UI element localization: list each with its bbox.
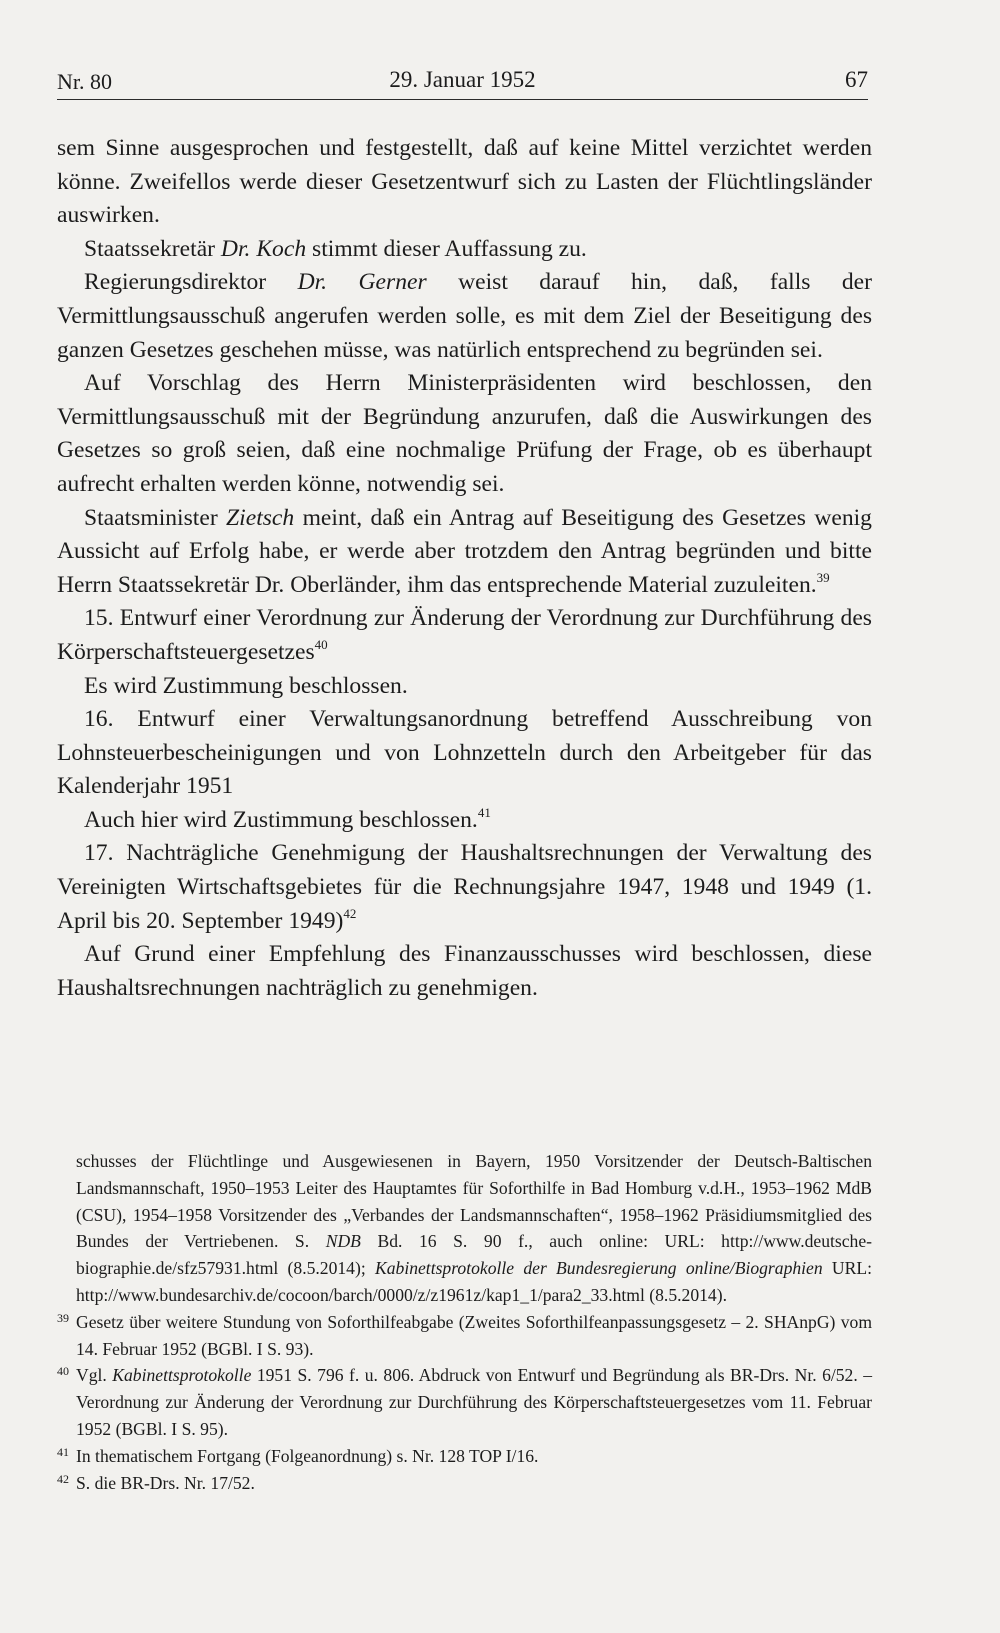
person-name: Dr. Gerner	[297, 269, 427, 296]
document-number: Nr. 80	[57, 69, 112, 94]
header-date: 29. Januar 1952	[389, 67, 536, 92]
person-name: Zietsch	[226, 504, 295, 531]
paragraph: Staatsminister Zietsch meint, daß ein Antrag auf Beseitigung des Gesetzes wenig Aussicht auf Erfolg habe, er werde aber trotzdem den Antrag begründen und bitte Herrn Staatssekretär Dr. Oberländer, ihm das entsprechende Material zuzuleiten.$^{39}$	[57, 504, 872, 598]
paragraph: Regierungsdirektor Dr. Gerner weist darauf hin, daß, falls der Vermittlungsausschuß angerufen werden solle, es mit dem Ziel der Beseitigung des ganzen Gesetzes geschehen müsse, was natürlich entsprechend zu begründen sei.	[57, 269, 872, 363]
footnote-continued: schusses der Flüchtlinge und Ausgewiesenen in Bayern, 1950 Vorsitzender der Deutsch-Baltischen Landsmannschaft, 1950–1953 Leiter des Hauptamtes für Soforthilfe in Bad Homburg v.d.H., 1953–1962 MdB (CSU), 1954–1958 Vorsitzender des „Verbandes der Landsmannschaften“, 1958–1962 Präsidiumsmitglied des Bundes der Vertriebenen. S. NDB Bd. 16 S. 90 f., auch online: URL: http://www.deutsche-biographie.de/sfz57931.html (8.5.2014); Kabinettsprotokolle der Bundesregierung online/Biographien URL: http://www.bundesarchiv.de/cocoon/barch/0000/z/z1961z/kap1_1/para2_33.html (8.5.2014).	[76, 1151, 873, 1305]
paragraph: sem Sinne ausgesprochen und festgestellt, daß auf keine Mittel verzichtet werden könne. Zweifellos werde dieser Gesetzentwurf sich zu Lasten der Flüchtlingsländer auswirken.	[57, 135, 872, 229]
footnote-ref[interactable]: 39	[816, 569, 830, 585]
footnote-number: 42	[57, 1471, 69, 1486]
agenda-item-title: 16. Entwurf einer Verwaltungsanordnung betreffend Ausschreibung von Lohnsteuerbescheinigungen und von Lohnzetteln durch den Arbeitgeber für das Kalenderjahr 1951	[57, 706, 872, 800]
page-number: 67	[845, 67, 868, 92]
footnote-number: 39	[57, 1310, 69, 1325]
agenda-item-title: 17. Nachträgliche Genehmigung der Haushaltsrechnungen der Verwaltung des Vereinigten Wirtschaftsgebietes für die Rechnungsjahre 1947, 1948 und 1949 (1. April bis 20. September 1949)$^{42}$	[57, 840, 872, 934]
footnote-number: 40	[57, 1364, 69, 1379]
paragraph: Auf Vorschlag des Herrn Ministerpräsidenten wird beschlossen, den Vermittlungsausschuß mit der Begründung anzurufen, daß die Auswirkungen des Gesetzes so groß seien, daß eine nochmalige Prüfung der Frage, ob es überhaupt aufrecht erhalten werden könne, notwendig sei.	[57, 370, 872, 497]
footnotes	[57, 1148, 872, 1496]
footnote-39: 39 Gesetz über weitere Stundung von Soforthilfeabgabe (Zweites Soforthilfeanpassungsgesetz – 2. SHAnpG) vom 14. Februar 1952 (BGBl. I S. 93).	[57, 1309, 872, 1363]
running-header	[57, 63, 868, 100]
agenda-item-text: Auf Grund einer Empfehlung des Finanzausschusses wird beschlossen, diese Haushaltsrechnungen nachträglich zu genehmigen.	[57, 941, 872, 1001]
footnote-ref[interactable]: 42	[343, 905, 357, 921]
person-name: Dr. Koch	[220, 235, 307, 262]
footnote-41: 41 In thematischem Fortgang (Folgeanordnung) s. Nr. 128 TOP I/16.	[57, 1443, 872, 1470]
footnote-42: 42 S. die BR-Drs. Nr. 17/52.	[57, 1470, 872, 1497]
main-text	[57, 132, 872, 1005]
paragraph: Staatssekretär Dr. Koch stimmt dieser Auffassung zu.	[84, 235, 587, 262]
agenda-item-title: 15. Entwurf einer Verordnung zur Änderung der Verordnung zur Durchführung des Körperschaftsteuergesetzes$^{40}$	[57, 605, 872, 665]
agenda-item-text: Auch hier wird Zustimmung beschlossen.$^{41}$	[84, 804, 491, 833]
footnote-ref[interactable]: 41	[477, 804, 491, 820]
footnote-40: 40 Vgl. Kabinettsprotokolle 1951 S. 796 f. u. 806. Abdruck von Entwurf und Begründung als BR-Drs. Nr. 6/52. – Verordnung zur Änderung der Verordnung zur Durchführung des Körperschaftsteuergesetzes vom 11. Februar 1952 (BGBl. I S. 95).	[57, 1362, 872, 1442]
footnote-number: 41	[57, 1444, 69, 1459]
agenda-item-text: Es wird Zustimmung beschlossen.	[84, 672, 408, 699]
footnote-ref[interactable]: 40	[314, 636, 328, 652]
